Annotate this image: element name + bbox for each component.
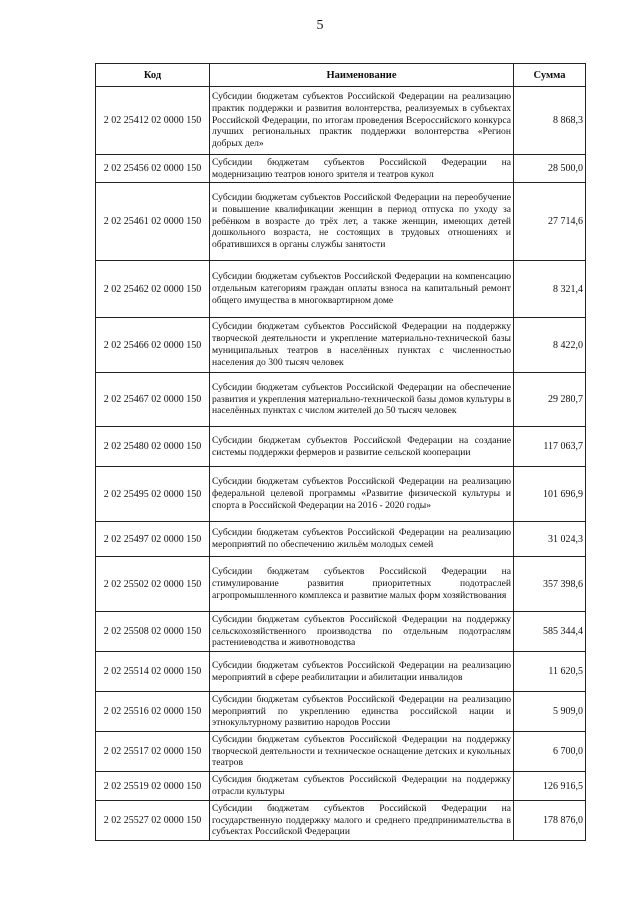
- table-row: [96, 612, 586, 652]
- page-number: 5: [316, 18, 324, 33]
- row-code: 2 02 25497 02 0000 150: [96, 522, 210, 557]
- row-name: Субсидии бюджетам субъектов Российской Федерации на стимулирование развития приоритетных подотраслей агропромышленного комплекса и развитие малых форм хозяйствования: [210, 557, 514, 612]
- column-header-name: Наименование: [210, 64, 514, 87]
- row-name: Субсидии бюджетам субъектов Российской Федерации на государственную поддержку малого и среднего предпринимательства в субъектах Российской Федерации: [210, 801, 514, 841]
- row-code: 2 02 25467 02 0000 150: [96, 373, 210, 427]
- column-header-amount: Сумма: [514, 64, 586, 87]
- row-code: 2 02 25456 02 0000 150: [96, 155, 210, 183]
- row-code: 2 02 25508 02 0000 150: [96, 612, 210, 652]
- table-row: [96, 183, 586, 261]
- row-name: Субсидии бюджетам субъектов Российской Федерации на реализацию федеральной целевой программы «Развитие физической культуры и спорта в Российской Федерации на 2016 - 2020 годы»: [210, 467, 514, 522]
- row-amount: 126 916,5: [514, 772, 586, 801]
- row-name: Субсидии бюджетам субъектов Российской Федерации на реализацию мероприятий по обеспечению жильём молодых семей: [210, 522, 514, 557]
- row-code: 2 02 25502 02 0000 150: [96, 557, 210, 612]
- budget-revenue-table: [95, 63, 586, 841]
- row-code: 2 02 25519 02 0000 150: [96, 772, 210, 801]
- row-code: 2 02 25517 02 0000 150: [96, 732, 210, 772]
- row-code: 2 02 25461 02 0000 150: [96, 183, 210, 261]
- row-amount: 29 280,7: [514, 373, 586, 427]
- row-amount: 357 398,6: [514, 557, 586, 612]
- row-name: Субсидии бюджетам субъектов Российской Федерации на поддержку творческой деятельности и укрепление материально-технической базы муниципальных театров в населённых пунктах с численностью населения до 300 тысяч человек: [210, 318, 514, 373]
- row-name: Субсидии бюджетам субъектов Российской Федерации на поддержку сельскохозяйственного производства по отдельным подотраслям растениеводства и животноводства: [210, 612, 514, 652]
- table-row: [96, 318, 586, 373]
- row-amount: 8 321,4: [514, 261, 586, 318]
- row-name: Субсидии бюджетам субъектов Российской Федерации на создание системы поддержки фермеров и развитие сельской кооперации: [210, 427, 514, 467]
- table-row: [96, 427, 586, 467]
- table-row: [96, 652, 586, 692]
- column-header-code: Код: [96, 64, 210, 87]
- row-code: 2 02 25495 02 0000 150: [96, 467, 210, 522]
- row-amount: 27 714,6: [514, 183, 586, 261]
- row-name: Субсидии бюджетам субъектов Российской Федерации на реализацию практик поддержки и развития волонтерства, реализуемых в субъектах Российской Федерации, по итогам проведения Всероссийского конкурса лучших региональных практик поддержки волонтерства «Регион добрых дел»: [210, 87, 514, 155]
- table-row: [96, 155, 586, 183]
- table-row: [96, 692, 586, 732]
- row-code: 2 02 25516 02 0000 150: [96, 692, 210, 732]
- table-row: [96, 261, 586, 318]
- row-name: Субсидии бюджетам субъектов Российской Федерации на реализацию мероприятий в сфере реабилитации и абилитации инвалидов: [210, 652, 514, 692]
- table-header-row: [96, 64, 586, 87]
- table-row: [96, 522, 586, 557]
- row-amount: 178 876,0: [514, 801, 586, 841]
- table-row: [96, 801, 586, 841]
- row-code: 2 02 25480 02 0000 150: [96, 427, 210, 467]
- row-name: Субсидии бюджетам субъектов Российской Федерации на модернизацию театров юного зрителя и театров кукол: [210, 155, 514, 183]
- row-code: 2 02 25462 02 0000 150: [96, 261, 210, 318]
- row-code: 2 02 25412 02 0000 150: [96, 87, 210, 155]
- row-name: Субсидии бюджетам субъектов Российской Федерации на реализацию мероприятий по укреплению единства российской нации и этнокультурному развитию народов России: [210, 692, 514, 732]
- row-code: 2 02 25466 02 0000 150: [96, 318, 210, 373]
- row-amount: 101 696,9: [514, 467, 586, 522]
- table-row: [96, 87, 586, 155]
- row-amount: 8 868,3: [514, 87, 586, 155]
- row-amount: 117 063,7: [514, 427, 586, 467]
- row-name: Субсидия бюджетам субъектов Российской Федерации на поддержку отрасли культуры: [210, 772, 514, 801]
- table-row: [96, 772, 586, 801]
- row-amount: 8 422,0: [514, 318, 586, 373]
- row-name: Субсидии бюджетам субъектов Российской Федерации на переобучение и повышение квалификации женщин в период отпуска по уходу за ребёнком в возрасте до трёх лет, а также женщин, имеющих детей дошкольного возраста, не состоящих в трудовых отношениях и обратившихся в органы службы занятости: [210, 183, 514, 261]
- row-amount: 28 500,0: [514, 155, 586, 183]
- table-row: [96, 732, 586, 772]
- row-code: 2 02 25527 02 0000 150: [96, 801, 210, 841]
- row-amount: 6 700,0: [514, 732, 586, 772]
- row-name: Субсидии бюджетам субъектов Российской Федерации на обеспечение развития и укрепления материально-технической базы домов культуры в населённых пунктах с числом жителей до 50 тысяч человек: [210, 373, 514, 427]
- row-name: Субсидии бюджетам субъектов Российской Федерации на компенсацию отдельным категориям граждан оплаты взноса на капитальный ремонт общего имущества в многоквартирном доме: [210, 261, 514, 318]
- row-amount: 585 344,4: [514, 612, 586, 652]
- table-row: [96, 373, 586, 427]
- row-name: Субсидии бюджетам субъектов Российской Федерации на поддержку творческой деятельности и техническое оснащение детских и кукольных театров: [210, 732, 514, 772]
- row-code: 2 02 25514 02 0000 150: [96, 652, 210, 692]
- row-amount: 11 620,5: [514, 652, 586, 692]
- table-row: [96, 467, 586, 522]
- row-amount: 31 024,3: [514, 522, 586, 557]
- row-amount: 5 909,0: [514, 692, 586, 732]
- table-row: [96, 557, 586, 612]
